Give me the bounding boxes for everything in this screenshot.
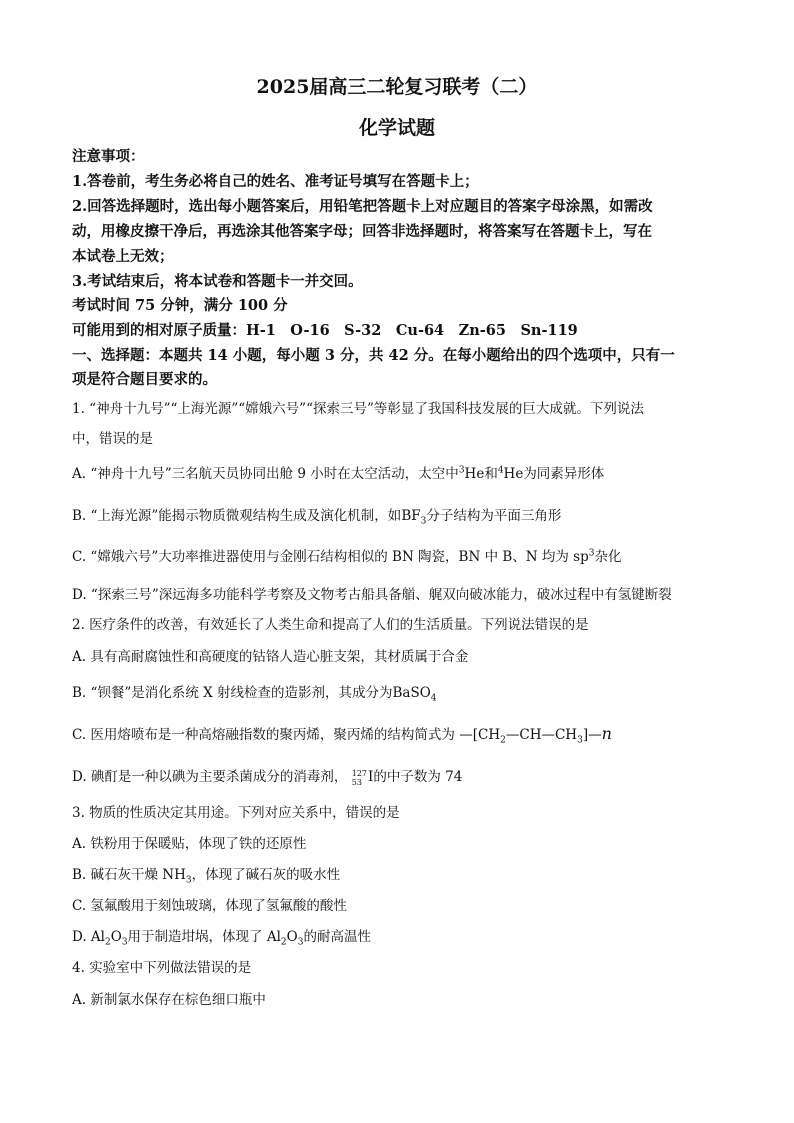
q2-option-d: D. 碘酊是一种以碘为主要杀菌成分的消毒剂， 127 53 I的中子数为 74 xyxy=(72,768,463,787)
q2-option-c: C. 医用熔喷布是一种高熔融指数的聚丙烯，聚丙烯的结构简式为 $—[CH_2—CH—CH_3]—n$ xyxy=(72,724,612,746)
q3-stem: 3. 物质的性质决定其用途。下列对应关系中，错误的是 xyxy=(72,805,400,821)
q1-stem-line-1: 1. “神舟十九号”“上海光源”“嫦娥六号”“探索三号”等彰显了我国科技发展的巨大成就。下列说法 xyxy=(72,401,644,417)
section-1-heading-line-2: 项是符合题目要求的。 xyxy=(72,371,217,388)
q1-stem-line-2: 中，错误的是 xyxy=(72,431,153,447)
notice-item-1: 1.答卷前，考生务必将自己的姓名、准考证号填写在答题卡上； xyxy=(72,173,479,190)
notice-item-2-line-2: 动，用橡皮擦干净后，再选涂其他答案字母；回答非选择题时，将答案写在答题卡上，写在 xyxy=(72,223,652,240)
q3-option-c: C. 氢氟酸用于刻蚀玻璃，体现了氢氟酸的酸性 xyxy=(72,898,347,914)
q4-option-a: A. 新制氯水保存在棕色细口瓶中 xyxy=(72,992,266,1008)
q2-stem: 2. 医疗条件的改善，有效延长了人类生命和提高了人们的生活质量。下列说法错误的是 xyxy=(72,617,589,633)
q1-option-d: D. “探索三号”深远海多功能科学考察及文物考古船具备艏、艉双向破冰能力，破冰过程中有氢键断裂 xyxy=(72,587,672,603)
polypropylene-formula: $—[CH_2—CH—CH_3]—n$ xyxy=(459,724,612,746)
section-1-heading-line-1: 一、选择题：本题共 14 小题，每小题 3 分，共 42 分。在每小题给出的四个选项中，只有一 xyxy=(72,347,675,364)
notice-heading: 注意事项： xyxy=(72,148,145,165)
exam-time: 考试时间 75 分钟，满分 100 分 xyxy=(72,297,288,314)
q3-option-b: B. 碱石灰干燥 $NH_3$，体现了碱石灰的吸水性 xyxy=(72,867,341,886)
atomic-mass-list: 可能用到的相对原子质量：H-1 O-16 S-32 Cu-64 Zn-65 Sn-119 xyxy=(72,322,578,339)
q1-option-c: C. “嫦娥六号”大功率推进器使用与金刚石结构相似的 BN 陶瓷，BN 中 B、N 均为 $sp^3$杂化 xyxy=(72,548,622,565)
q3-option-d: D. $Al_2O_3$用于制造坩埚，体现了 $Al_2O_3$的耐高温性 xyxy=(72,929,371,948)
exam-title: 2025届高三二轮复习联考（二） xyxy=(256,76,538,98)
q2-option-b: B. “钡餐”是消化系统 X 射线检查的造影剂，其成分为BaSO$_4$ xyxy=(72,685,437,704)
q4-stem: 4. 实验室中下列做法错误的是 xyxy=(72,960,252,976)
notice-item-3: 3.考试结束后，将本试卷和答题卡一并交回。 xyxy=(72,273,363,290)
notice-item-2-line-3: 本试卷上无效； xyxy=(72,248,174,265)
exam-subject: 化学试题 xyxy=(358,117,435,139)
q3-option-a: A. 铁粉用于保暖贴，体现了铁的还原性 xyxy=(72,836,307,852)
q1-option-a: A. “神舟十九号”三名航天员协同出舱 9 小时在太空活动，太空中$^3$He和$^4$He为同素异形体 xyxy=(72,465,605,482)
notice-item-2-line-1: 2.回答选择题时，选出每小题答案后，用铅笔把答题卡上对应题目的答案字母涂黑，如需改 xyxy=(72,198,653,215)
q1-option-b: B. “上海光源”能揭示物质微观结构生成及演化机制，如$BF_3$分子结构为平面三角形 xyxy=(72,508,562,527)
q2-option-a: A. 具有高耐腐蚀性和高硬度的钴铬人造心脏支架，其材质属于合金 xyxy=(72,649,469,665)
